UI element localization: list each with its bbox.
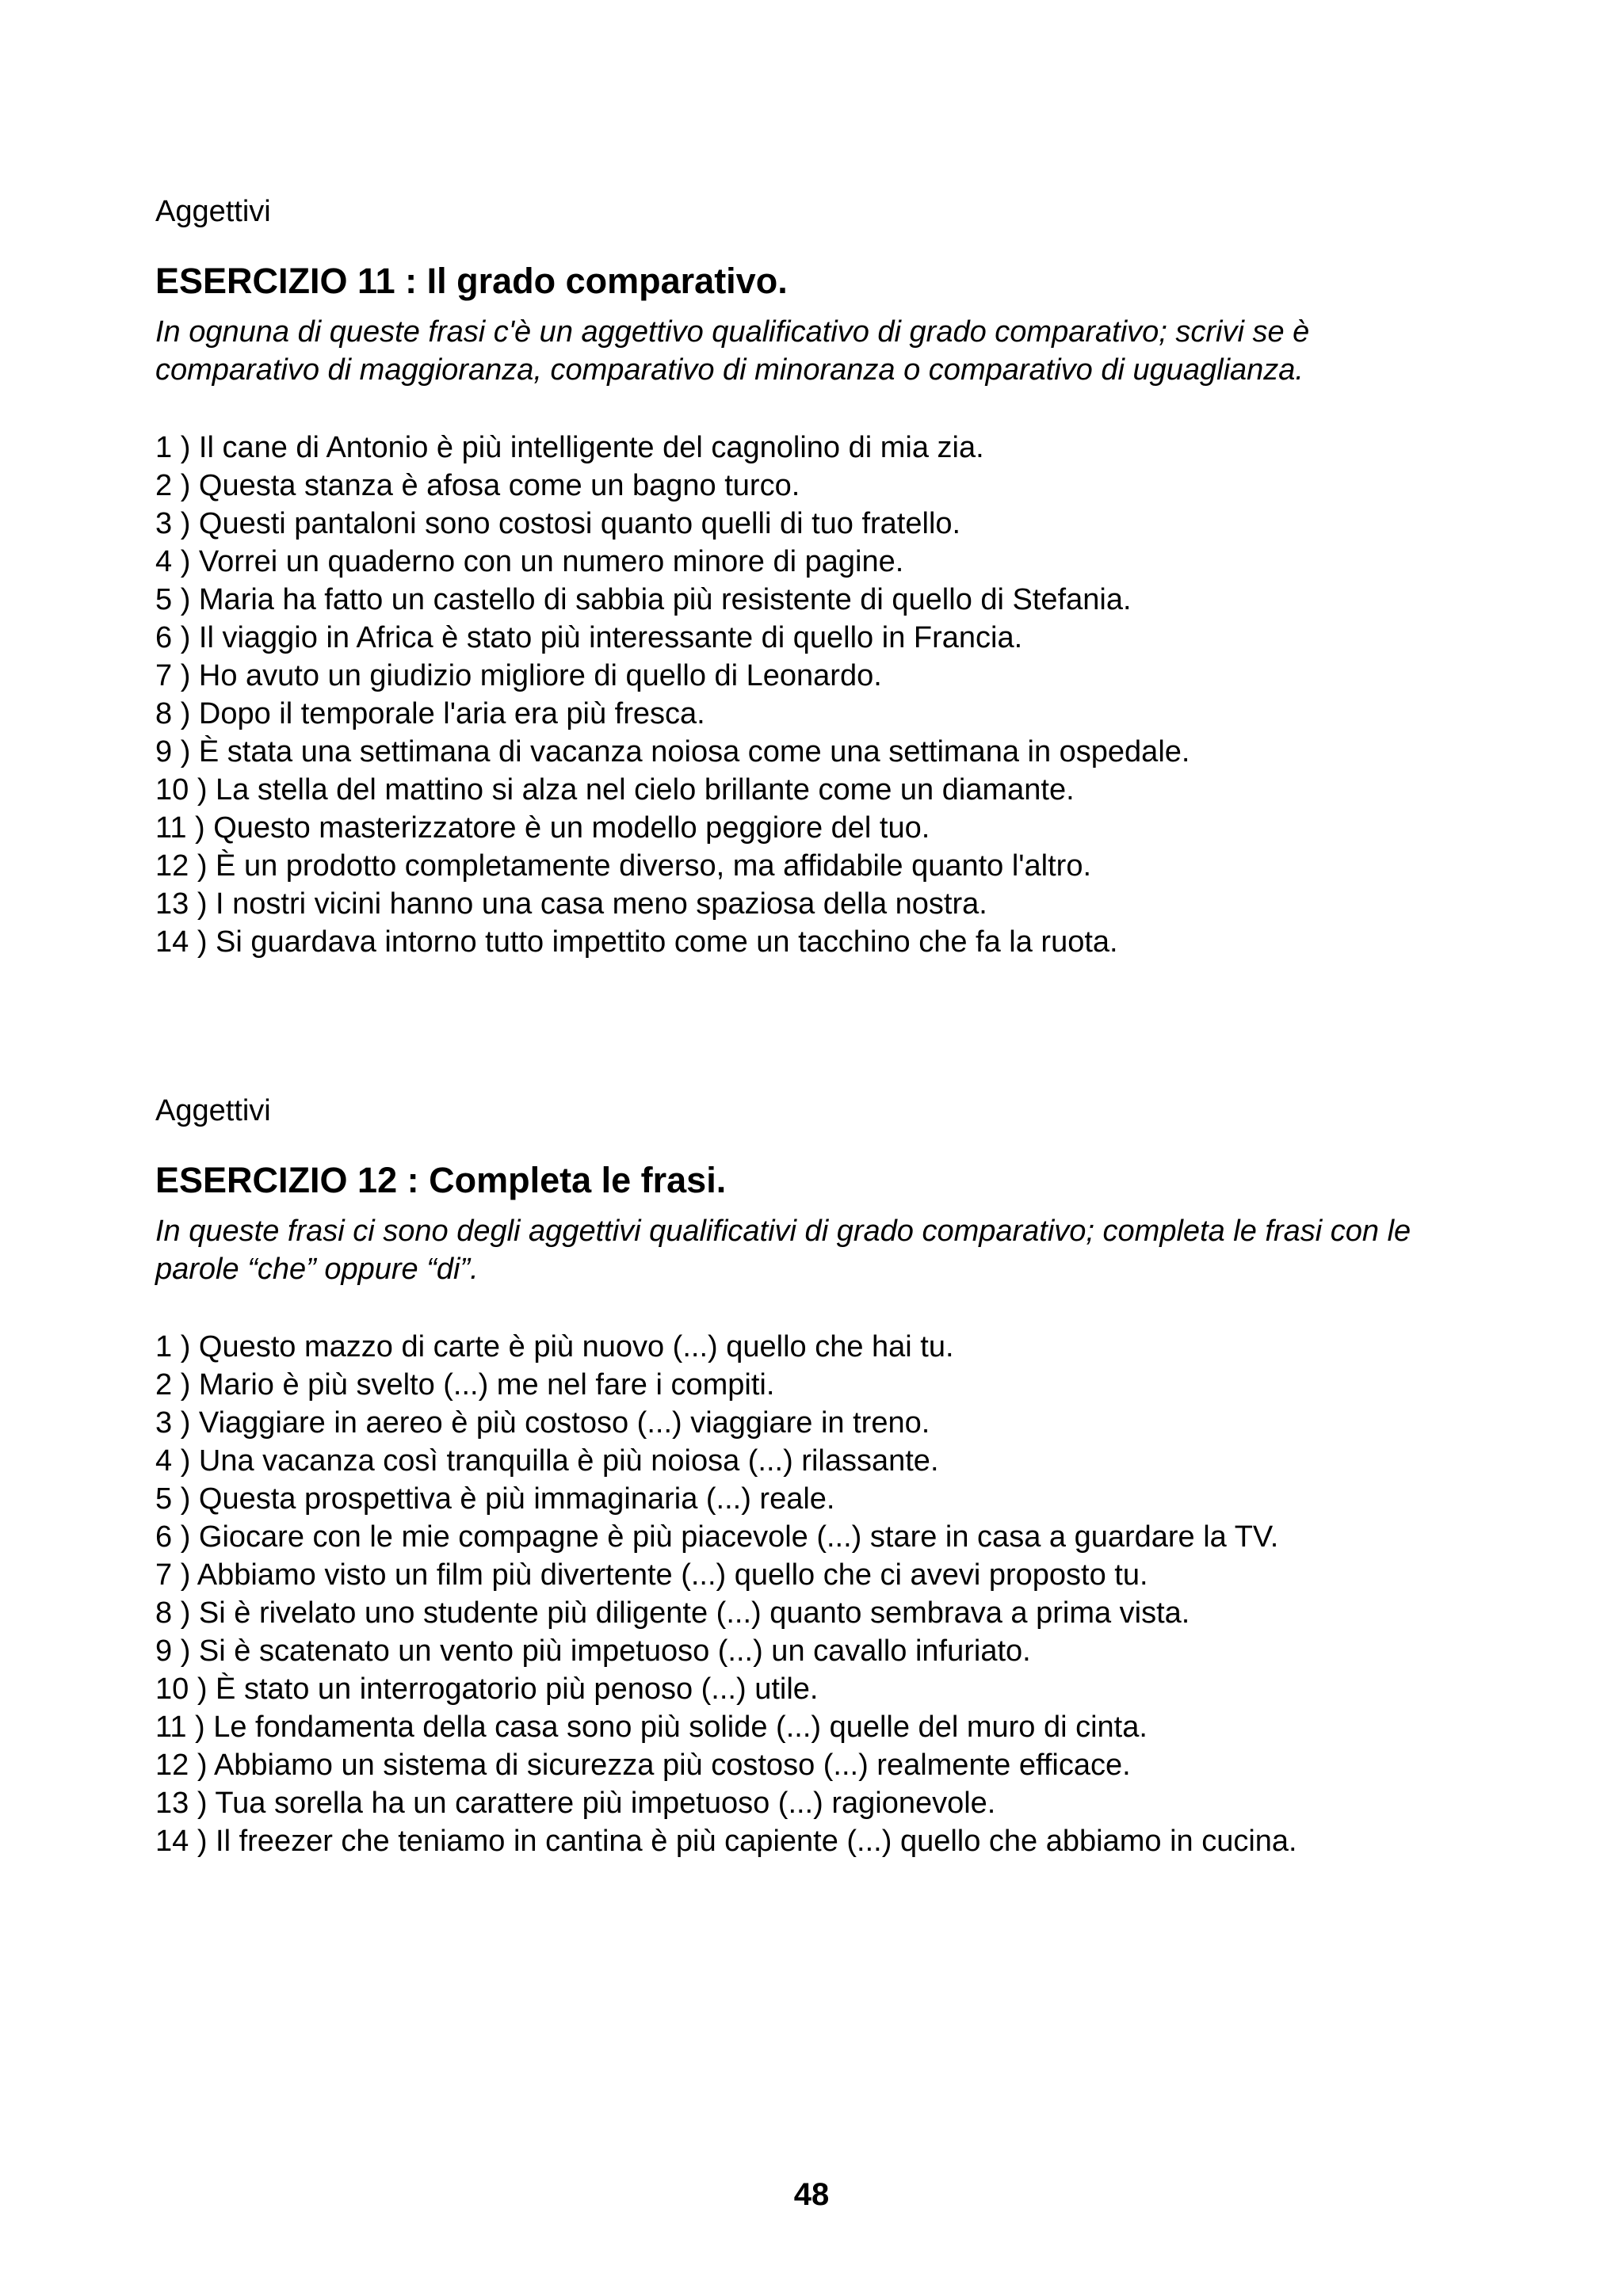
category-label: Aggettivi <box>155 1094 271 1127</box>
exercise-items <box>155 1328 1471 1860</box>
exercise-title: ESERCIZIO 12 : Completa le frasi. <box>155 1160 727 1200</box>
exercise-item: 10 ) La stella del mattino si alza nel cielo brillante come un diamante. <box>155 773 1075 807</box>
exercise-11-section <box>155 193 1471 961</box>
exercise-item: 11 ) Le fondamenta della casa sono più solide (...) quelle del muro di cinta. <box>155 1711 1148 1744</box>
exercise-instructions: In ognuna di queste frasi c'è un aggettivo qualificativo di grado comparativo; scrivi se è comparativo di maggioranza, comparativo di minoranza o comparativo di uguaglianza. <box>155 315 1310 387</box>
exercise-item: 9 ) È stata una settimana di vacanza noiosa come una settimana in ospedale. <box>155 735 1190 769</box>
exercise-item: 13 ) I nostri vicini hanno una casa meno spaziosa della nostra. <box>155 887 987 921</box>
exercise-item: 14 ) Il freezer che teniamo in cantina è più capiente (...) quello che abbiamo in cucina. <box>155 1825 1297 1858</box>
exercise-item: 12 ) È un prodotto completamente diverso, ma affidabile quanto l'altro. <box>155 849 1092 883</box>
exercise-12-section <box>155 1092 1471 1860</box>
exercise-item: 12 ) Abbiamo un sistema di sicurezza più costoso (...) realmente efficace. <box>155 1749 1131 1782</box>
exercise-title: ESERCIZIO 11 : Il grado comparativo. <box>155 261 788 301</box>
exercise-item: 6 ) Giocare con le mie compagne è più piacevole (...) stare in casa a guardare la TV. <box>155 1520 1279 1554</box>
exercise-items <box>155 429 1471 961</box>
exercise-item: 8 ) Dopo il temporale l'aria era più fresca. <box>155 697 705 730</box>
exercise-item: 10 ) È stato un interrogatorio più penoso (...) utile. <box>155 1672 819 1706</box>
exercise-item: 2 ) Mario è più svelto (...) me nel fare i compiti. <box>155 1368 775 1402</box>
exercise-item: 4 ) Una vacanza così tranquilla è più noiosa (...) rilassante. <box>155 1444 939 1478</box>
exercise-item: 7 ) Ho avuto un giudizio migliore di quello di Leonardo. <box>155 659 882 692</box>
exercise-item: 4 ) Vorrei un quaderno con un numero minore di pagine. <box>155 545 904 578</box>
exercise-item: 14 ) Si guardava intorno tutto impettito come un tacchino che fa la ruota. <box>155 925 1118 959</box>
exercise-instructions: In queste frasi ci sono degli aggettivi qualificativi di grado comparativo; completa le frasi con le parole “che” oppure “di”. <box>155 1215 1411 1286</box>
exercise-item: 7 ) Abbiamo visto un film più divertente (...) quello che ci avevi proposto tu. <box>155 1558 1148 1592</box>
exercise-item: 1 ) Questo mazzo di carte è più nuovo (...) quello che hai tu. <box>155 1330 954 1363</box>
exercise-item: 9 ) Si è scatenato un vento più impetuoso (...) un cavallo infuriato. <box>155 1634 1031 1668</box>
page-number: 48 <box>793 2177 830 2212</box>
exercise-item: 3 ) Viaggiare in aereo è più costoso (...) viaggiare in treno. <box>155 1406 930 1440</box>
exercise-item: 5 ) Maria ha fatto un castello di sabbia più resistente di quello di Stefania. <box>155 583 1132 616</box>
exercise-item: 6 ) Il viaggio in Africa è stato più interessante di quello in Francia. <box>155 621 1023 654</box>
exercise-item: 2 ) Questa stanza è afosa come un bagno turco. <box>155 469 800 502</box>
exercise-item: 5 ) Questa prospettiva è più immaginaria (...) reale. <box>155 1482 835 1516</box>
category-label: Aggettivi <box>155 195 271 228</box>
exercise-item: 8 ) Si è rivelato uno studente più diligente (...) quanto sembrava a prima vista. <box>155 1596 1190 1630</box>
exercise-item: 1 ) Il cane di Antonio è più intelligente del cagnolino di mia zia. <box>155 431 984 464</box>
exercise-item: 3 ) Questi pantaloni sono costosi quanto quelli di tuo fratello. <box>155 507 961 540</box>
exercise-item: 13 ) Tua sorella ha un carattere più impetuoso (...) ragionevole. <box>155 1787 996 1820</box>
exercise-item: 11 ) Questo masterizzatore è un modello peggiore del tuo. <box>155 811 930 845</box>
